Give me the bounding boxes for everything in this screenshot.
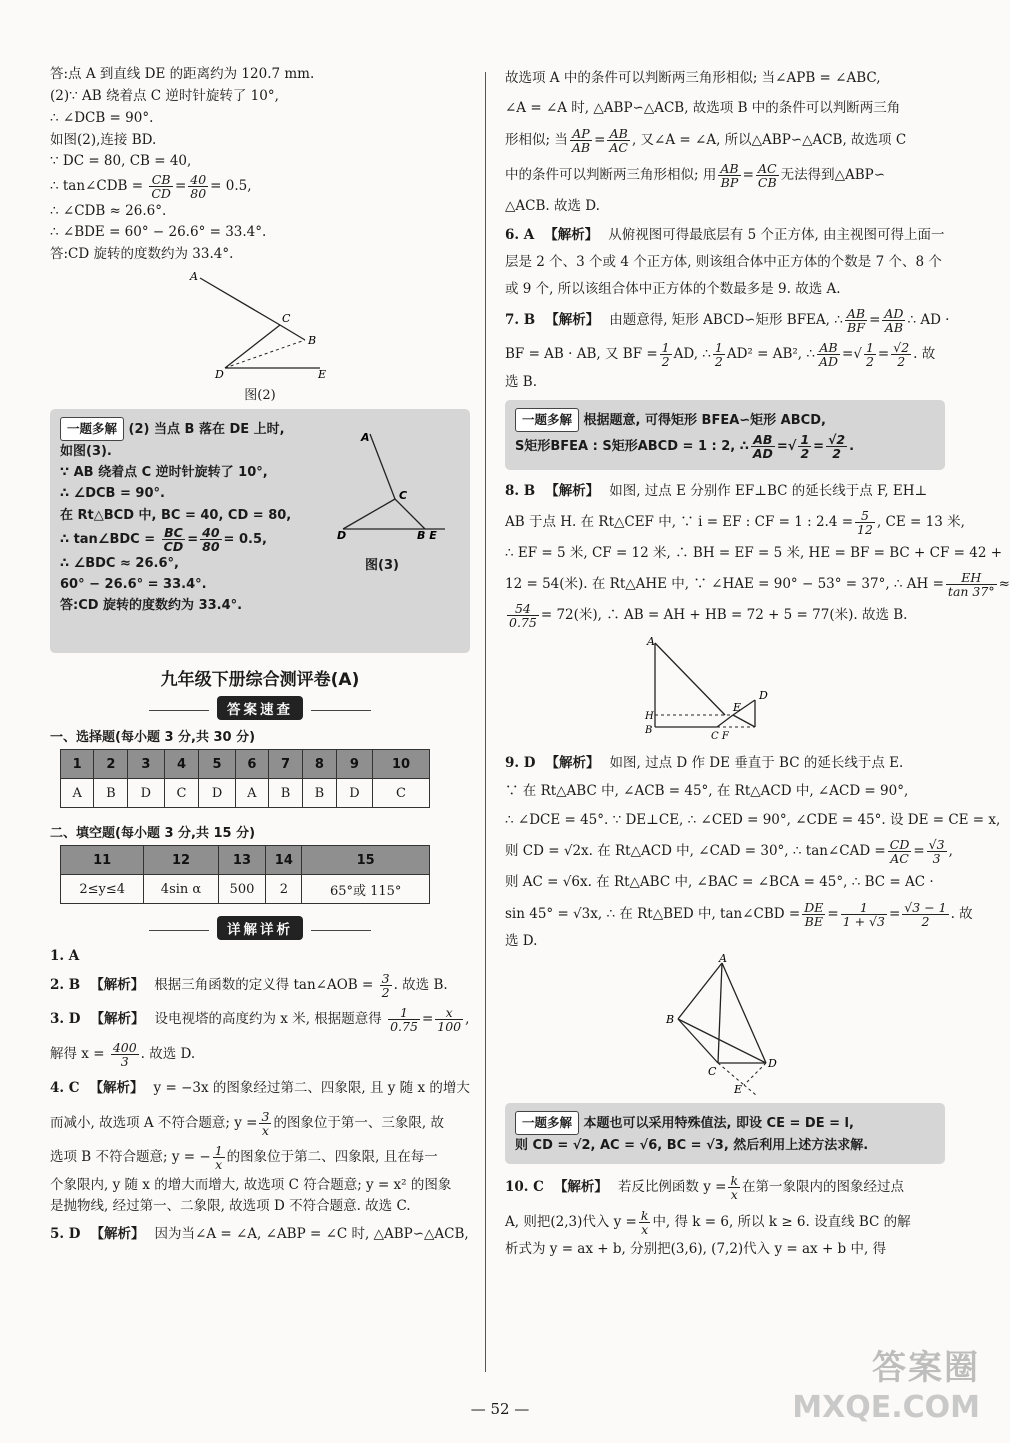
solution-line: ∵ DC = 80, CB = 40, (50, 153, 192, 170)
right-column: 故选项 A 中的条件可以判断两三角形相似; 当∠APB = ∠ABC, ∠A = ∠A 时, △ABP∽△ACB, 故选项 B 中的条件可以判断两三角 形相似; 当 $\frac{AP}{AB}$ = $\frac{AB}{AC}$ , 又∠A = ∠A, 所以△ABP∽△ACB, 故选项 C 中的条件可以判断两三角形相似; 用 $\frac{AB}{BP}$ = $\frac{AC}{CB}$ 无法得到△ABP∽ △ACB. 故选 D. 6. A 【解析】 从俯视图可得最底层有 5 个正方体, 由主视图可得上面一层是 2 个、3 个或 4 个正方体, 则该组合体中正方体的个数是 7 个、8 个或 9 个, 所以该组合体中正方体的个数最多是 9. 故选 A. 7. B 【解析】 由题意得, 矩形 ABCD∽矩形 BFEA, ∴ $\frac{AB}{BF}$ = $\frac{AD}{AB}$ ∴ AD · BF = AB · AB, 又 BF = $\frac{1}{2}$ AD, ∴ $\frac{1}{2}$ AD² = AB², ∴ $\frac{AB}{AD}$ =√ $\frac{1}{2}$ = $\frac{√2}{2}$ . 故 选 B. 一题多解 根据题意, 可得矩形 BFEA∽矩形 ABCD, S矩形BFEA : S矩形ABCD = 1 : 2, ∴ $\frac{AB}{AD}$ =√ $\frac{1}{2}$ = $\frac{√2}{2}$ . 8. B 【解析】 如图, 过点 E 分别作 EF⊥BC 的延长线于点 F, EH⊥ AB 于点 H. 在 Rt△CEF 中, ∵ i = EF : CF = 1 : 2.4 = $\frac{5}{12}$ , CE = 13 米, ∴ EF = 5 米, CF = 12 米, ∴ BH = EF = 5 米, HE = BF = BC + CF = 42 + 12 = 54(米). 在 Rt△AHE 中, ∵ ∠HAE = 90° − 53° = 37°, ∴ AH = $\frac{EH}{\tan 37^\circ}$ ≈ $\frac{54}{0.75}$ = 72(米), ∴ AB = AH + HB = 72 + 5 = 77(米). 故选 B. A H B E C F D 9. D 【解析】 如图, 过点 D 作 DE 垂直于 BC 的延长线于点 E. ∵ 在 Rt△ABC 中, ∠ACB = 45°, 在 Rt△ACD 中, ∠ACD = 90°, ∴ ∠DCE = 45°. ∵ DE⊥CE, ∴ ∠CED = 90°, ∠CDE = 45°. 设 DE = CE = x, 则 CD = √2x. 在 Rt△ACD 中, ∠CAD = 30°, ∴ tan∠CAD = $\frac{CD}{AC}$ = $\frac{√3}{3}$ , 则 AC = √6x. 在 Rt△ABC 中, ∠BAC = ∠BCA = 45°, ∴ BC = AC · sin 45° = √3x, ∴ 在 Rt△BED 中, tan∠CBD = $\frac{DE}{BE}$ = $\frac{1}{1 + √3}$ = $\frac{√3 - 1}{2}$ . 故 选 D. A B C D E 一题多解 本题也可以采用特殊值法, 即设 CE = DE = l, 则 CD = √2, AC = √6, BC = √3, 然后利用上述方法求解. 10. C 【解析】 若反比例函数 y = $\frac{k}{x}$ 在第一象限内的图象经过点 A, 则把(2,3)代入 y = $\frac{k}{x}$ 中, 得 k = 6, 所以 k ≥ 6. 设直线 BC 的解 析式为 y = ax + b, 分别把(3,6), (7,2)代入 y = ax + b 中, 得 (505, 70, 1010, 1258)
svg-text:C: C (282, 312, 291, 326)
quick-answer-banner: 答案速查 (50, 696, 470, 720)
alternative-solution-box: 一题多解 本题也可以采用特殊值法, 即设 CE = DE = l, 则 CD = √2, AC = √6, BC = √3, 然后利用上述方法求解. (505, 1103, 945, 1164)
answer-cell: 65°或 115° (302, 875, 430, 904)
answer-line: 答:点 A 到直线 DE 的距离约为 120.7 mm. (50, 66, 315, 82)
svg-text:A: A (190, 270, 198, 284)
answer-cell: B (302, 779, 336, 808)
svg-text:A: A (647, 634, 655, 648)
svg-text:C F: C F (711, 730, 729, 742)
svg-text:D: D (759, 688, 768, 702)
answer-q2: 2. B 【解析】 根据三角函数的定义得 tan∠AOB = $\frac{3}{2}$ . 故选 B. (50, 970, 448, 1000)
fraction: $\frac{40}{80}$ (202, 524, 220, 554)
answer-q9: 9. D 【解析】 如图, 过点 D 作 DE 垂直于 BC 的延长线于点 E. (505, 754, 904, 771)
question-number-cell: 15 (302, 846, 430, 875)
left-column: 答:点 A 到直线 DE 的距离约为 120.7 mm. (2)∵ AB 绕着点 C 逆时针旋转了 10°, ∴ ∠DCB = 90°. 如图(2),连接 BD. ∵ DC = 80, CB = 40, ∴ tan∠CDB = $\frac{CB}{CD}$ = $\frac{40}{80}$ = 0.5, ∴ ∠CDB ≈ 26.6°. ∴ ∠BDE = 60° − 26.6° = 33.4°. 答:CD 旋转的度数约为 33.4°. A C B D E 图(2) 一题多解 (2) 当点 B 落在 DE 上时, 如图(3). ∵ AB 绕着点 C 逆时针旋转了 10°, ∴ ∠DCB = 90°. 在 Rt△BCD 中, BC = 40, CD = 80, ∴ tan∠BDC = $\frac{BC}{CD}$ = $\frac{40}{80}$ = 0.5, ∴ ∠BDC ≈ 26.6°, 60° − 26.6° = 33.4°. 答:CD 旋转的度数约为 33.4°. A C D B E 图(3) 九年级下册综合测评卷(A) 答案速查 一、选择题(每小题 3 分,共 30 分) 1 2 3 4 5 6 7 8 9 10 A B D C D A B B D C 二、填空题(每小题 3 分,共 15 分) 11 12 13 14 15 2≤y≤4 4sin α 500 2 65°或 115° 详解详析 1. A 2. B 【解析】 根据三角函数的定义得 tan∠AOB = $\frac{3}{2}$ . 故选 B. 3. D 【解析】 设电视塔的高度约为 x 米, 根据题意得 $\frac{1}{0.75}$ = $\frac{x}{100}$ , 解得 x = $\frac{400}{3}$ . 故选 D. 4. C 【解析】 y = −3x 的图象经过第二、四象限, 且 y 随 x 的增大 而减小, 故选项 A 不符合题意; y = $\frac{3}{x}$ 的图象位于第一、三象限, 故 选项 B 不符合题意; y = − $\frac{1}{x}$ 的图象位于第二、四象限, 且在每一 个象限内, y 随 x 的增大而增大, 故选项 C 符合题意; y = x² 的图象 是抛物线, 经过第一、二象限, 故选项 D 不符合题意. 故选 C. 5. D 【解析】 因为当∠A = ∠A, ∠ABP = ∠C 时, △ABP∽△ACB, (50, 64, 470, 1246)
answer-q8: 8. B 【解析】 如图, 过点 E 分别作 EF⊥BC 的延长线于点 F, EH⊥ (505, 482, 928, 499)
question-number-cell: 9 (336, 750, 372, 779)
multi-solution-badge: 一题多解 (515, 408, 579, 432)
question-number-cell: 14 (266, 846, 302, 875)
solution-line: ∴ tan∠CDB = $\frac{CB}{CD}$ = $\frac{40}{80}$ = 0.5, (50, 172, 252, 202)
answer-cell: A (61, 779, 94, 808)
fraction: $\frac{40}{80}$ (190, 172, 207, 202)
answer-q5: 5. D 【解析】 因为当∠A = ∠A, ∠ABP = ∠C 时, △ABP∽△ACB, (50, 1226, 469, 1243)
fraction: $\frac{CB}{CD}$ (151, 172, 171, 202)
column-divider (485, 72, 486, 1372)
svg-text:A: A (361, 431, 370, 445)
answer-cell: B (269, 779, 303, 808)
section-heading: 二、填空题(每小题 3 分,共 15 分) (50, 826, 256, 842)
svg-text:C: C (708, 1065, 717, 1079)
answer-cell: D (336, 779, 372, 808)
question-number-cell: 10 (373, 750, 430, 779)
page-number: — 52 — (470, 1400, 530, 1418)
solution-line: ∴ ∠DCB = 90°. (50, 109, 154, 126)
svg-text:E: E (733, 700, 742, 714)
fill-answer-table (60, 845, 430, 904)
solution-line: ∴ ∠BDE = 60° − 26.6° = 33.4°. (50, 224, 267, 241)
alternative-solution-box: 一题多解 根据题意, 可得矩形 BFEA∽矩形 ABCD, S矩形BFEA : S矩形ABCD = 1 : 2, ∴ $\frac{AB}{AD}$ =√ $\frac{1}{2}$ = $\frac{√2}{2}$ . (505, 400, 945, 470)
answer-q3: 3. D 【解析】 设电视塔的高度约为 x 米, 根据题意得 $\frac{1}{0.75}$ = $\frac{x}{100}$ , (50, 1005, 470, 1035)
section-heading: 一、选择题(每小题 3 分,共 30 分) (50, 730, 256, 746)
svg-text:B: B (645, 724, 653, 736)
figure-caption: 图(2) (244, 388, 276, 404)
solution-line: 答:CD 旋转的度数约为 33.4°. (50, 246, 234, 263)
svg-text:B: B (666, 1013, 675, 1027)
detailed-analysis-banner: 详解详析 (50, 916, 470, 940)
answer-q7: 7. B 【解析】 由题意得, 矩形 ABCD∽矩形 BFEA, ∴ $\frac{AB}{BF}$ = $\frac{AD}{AB}$ ∴ AD · (505, 305, 950, 335)
answer-cell: B (94, 779, 128, 808)
question-number-cell: 3 (128, 750, 164, 779)
answer-cell: A (235, 779, 268, 808)
svg-text:D: D (768, 1057, 777, 1071)
answer-cell: 4sin α (144, 875, 218, 904)
svg-text:D: D (337, 529, 347, 543)
question-number-cell: 13 (218, 846, 266, 875)
question-number-cell: 2 (94, 750, 128, 779)
figure-3-diagram (335, 429, 455, 543)
table-row (61, 779, 430, 808)
answer-cell: D (199, 779, 235, 808)
watermark-url: MXQE.COM (792, 1390, 980, 1425)
answer-cell: C (373, 779, 430, 808)
answer-q4: 4. C 【解析】 y = −3x 的图象经过第二、四象限, 且 y 随 x 的增大 (50, 1080, 470, 1097)
table-header-row (61, 750, 430, 779)
answer-cell: 2 (266, 875, 302, 904)
answer-q6: 6. A 【解析】 从俯视图可得最底层有 5 个正方体, 由主视图可得上面一层是 2 个、3 个或 4 个正方体, 则该组合体中正方体的个数是 7 个、8 个或 9 个, 所以该组合体中正方体的个数最多是 9. 故选 A. (505, 226, 945, 297)
choice-answer-table (60, 749, 430, 808)
answer-cell: D (128, 779, 164, 808)
svg-text:B: B (308, 334, 317, 348)
question-8-diagram (645, 635, 805, 745)
fraction: $\frac{BC}{CD}$ (163, 524, 184, 554)
svg-text:B E: B E (417, 529, 437, 543)
question-number-cell: 11 (61, 846, 144, 875)
watermark-logo: 答案圈 (872, 1348, 980, 1388)
solution-line: (2)∵ AB 绕着点 C 逆时针旋转了 10°, (50, 87, 279, 104)
question-number-cell: 6 (235, 750, 268, 779)
multi-solution-badge: 一题多解 (60, 417, 124, 441)
answer-q10: 10. C 【解析】 若反比例函数 y = $\frac{k}{x}$ 在第一象限内的图象经过点 (505, 1173, 905, 1203)
answer-cell: 500 (218, 875, 266, 904)
multi-solution-badge: 一题多解 (515, 1111, 579, 1135)
question-number-cell: 7 (269, 750, 303, 779)
svg-text:E: E (734, 1083, 743, 1097)
alternative-solution-box: 一题多解 (2) 当点 B 落在 DE 上时, 如图(3). ∵ AB 绕着点 C 逆时针旋转了 10°, ∴ ∠DCB = 90°. 在 Rt△BCD 中, BC = 40, CD = 80, ∴ tan∠BDC = $\frac{BC}{CD}$ = $\frac{40}{80}$ = 0.5, ∴ ∠BDC ≈ 26.6°, 60° − 26.6° = 33.4°. 答:CD 旋转的度数约为 33.4°. A C D B E 图(3) (50, 409, 470, 653)
svg-text:H: H (645, 710, 654, 722)
solution-line: 如图(2),连接 BD. (50, 131, 157, 148)
svg-text:C: C (399, 489, 408, 503)
answer-q1: 1. A (50, 948, 80, 965)
svg-text:D: D (215, 368, 224, 382)
test-title: 九年级下册综合测评卷(A) (160, 670, 360, 691)
question-number-cell: 1 (61, 750, 94, 779)
question-9-diagram (660, 952, 790, 1097)
figure-2-diagram (180, 270, 340, 380)
question-number-cell: 5 (199, 750, 235, 779)
answer-cell: 2≤y≤4 (61, 875, 144, 904)
answer-cell: C (164, 779, 199, 808)
svg-text:E: E (318, 368, 327, 382)
table-row (61, 875, 430, 904)
question-number-cell: 4 (164, 750, 199, 779)
solution-line: ∴ ∠CDB ≈ 26.6°. (50, 202, 167, 219)
svg-text:A: A (719, 952, 727, 966)
question-number-cell: 8 (302, 750, 336, 779)
table-header-row (61, 846, 430, 875)
question-number-cell: 12 (144, 846, 218, 875)
figure-caption: 图(3) (365, 558, 399, 574)
